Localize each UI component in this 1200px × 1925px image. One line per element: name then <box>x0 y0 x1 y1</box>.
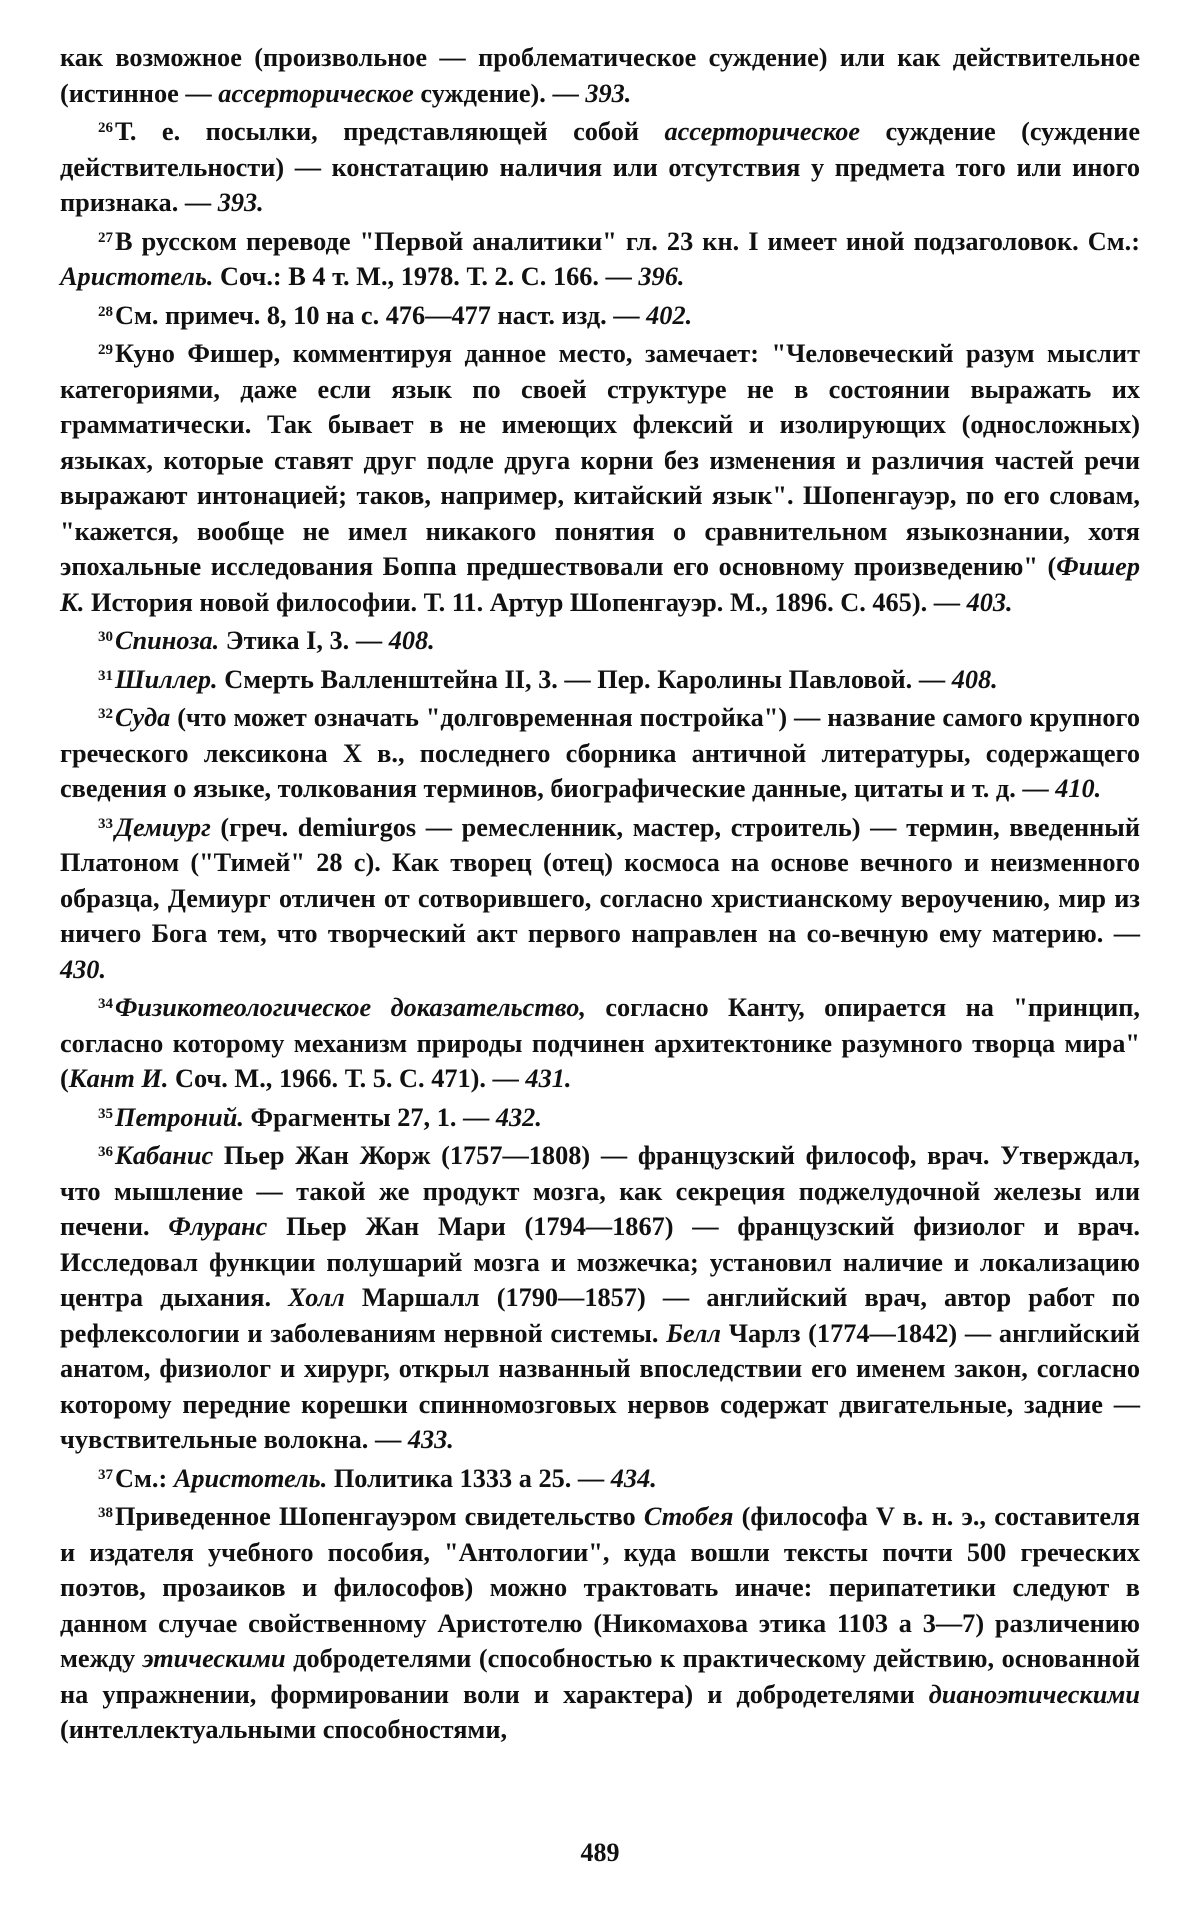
text-run-italic: Стобея <box>643 1502 734 1531</box>
text-run-italic: Физикотеологическое доказательство, <box>115 993 586 1022</box>
text-run: См.: <box>115 1463 174 1493</box>
text-run: суждение (суждение действительности) — констатацию наличия или отсутствия у предмета того или иного признака. — <box>60 117 1140 217</box>
note-number: 34 <box>98 996 113 1012</box>
note-number: 32 <box>98 706 113 722</box>
note-29 <box>60 333 1140 620</box>
note-continuation <box>60 40 1140 111</box>
note-number: 27 <box>98 229 113 246</box>
page-ref: 433. <box>407 1425 454 1454</box>
note-33 <box>60 807 1140 988</box>
text-run: История новой философии. Т. 11. Артур Шопенгауэр. М., 1896. С. 465). — <box>84 587 967 617</box>
page-ref: 396. <box>638 262 685 291</box>
note-number: 26 <box>98 120 113 136</box>
note-number: 31 <box>98 667 113 684</box>
note-number: 33 <box>98 815 113 832</box>
text-run-italic: Белл <box>666 1318 721 1348</box>
note-32 <box>60 697 1140 807</box>
text-run: Т. е. посылки, представляющей собой <box>115 117 665 146</box>
text-run-italic: Суда <box>115 703 171 732</box>
text-run-italic: Петроний. <box>115 1102 244 1132</box>
text-run: (философа V в. н. э., составителя и издателя учебного пособия, "Антологии", куда вошли тексты почти 500 греческих поэтов, прозаиков и философов) можно трактовать иначе: перипатетики следуют в данном случае свойственному Аристотелю (Никомахова этика 1103 а 3—7) различению между <box>60 1502 1140 1673</box>
text-run-italic: Демиург <box>115 812 211 842</box>
page-ref: 408. <box>388 626 435 655</box>
text-run: Этика I, 3. — <box>219 626 389 655</box>
text-run: В русском переводе "Первой аналитики" гл. 23 кн. I имеет иной подзаголовок. См.: <box>115 226 1140 256</box>
text-run: добродетелями (способностью к практическому действию, основанной на упражнении, формировании воли и характера) и добродетелями <box>60 1644 1140 1709</box>
text-run: См. примеч. 8, 10 на с. 476—477 наст. изд. — <box>115 300 647 330</box>
page-ref: 434. <box>610 1463 657 1493</box>
note-number: 28 <box>98 303 113 320</box>
note-number: 36 <box>98 1144 113 1160</box>
note-number: 30 <box>98 629 113 645</box>
text-run-italic: дианоэтическими <box>928 1679 1140 1709</box>
text-run: суждение). — <box>413 78 586 108</box>
note-31 <box>60 659 1140 698</box>
page-ref: 410. <box>1055 774 1102 803</box>
text-run: Приведенное Шопенгауэром свидетельство <box>115 1502 644 1531</box>
note-30 <box>60 620 1140 659</box>
page-ref: 402. <box>646 300 693 330</box>
text-run-italic: Кабанис <box>115 1141 214 1170</box>
page-ref: 393. <box>585 78 632 108</box>
text-run-italic: Флуранс <box>168 1212 268 1241</box>
text-run: согласно Канту, опирается на "принцип, согласно которому механизм природы подчинен архитектонике разумного творца мира" ( <box>60 993 1140 1093</box>
text-run: Политика 1333 а 25. — <box>327 1463 611 1493</box>
page-ref: 430. <box>60 954 107 984</box>
text-run: Соч.: В 4 т. М., 1978. Т. 2. С. 166. — <box>213 262 639 291</box>
page-ref: 403. <box>966 587 1013 617</box>
text-run: как возможное (произвольное — проблематическое суждение) или как действительное (истинное — <box>60 43 1140 108</box>
note-number: 35 <box>98 1105 113 1122</box>
text-run: (интеллектуальными способностями, <box>60 1715 508 1744</box>
page-ref: 432. <box>495 1102 542 1132</box>
page-ref: 393. <box>217 188 264 217</box>
text-run: Маршалл (1790—1857) — английский врач, автор работ по рефлексологии и заболеваниям нервной системы. <box>60 1283 1140 1348</box>
text-run-italic: Аристотель. <box>60 262 214 291</box>
note-27 <box>60 221 1140 295</box>
text-run-italic: Аристотель. <box>173 1463 328 1493</box>
text-run-italic: этическими <box>142 1644 286 1673</box>
text-run: Чарлз (1774—1842) — английский анатом, физиолог и хирург, открыл названный впоследствии его именем закон, согласно которому передние корешки спинномозговых нервов содержат двигательные, задние — чувствительные волокна. — <box>60 1318 1141 1454</box>
note-38 <box>60 1496 1140 1748</box>
text-run: Соч. М., 1966. Т. 5. С. 471). — <box>168 1064 526 1093</box>
note-28 <box>60 295 1140 334</box>
text-run-italic: ассерторическое <box>664 117 861 146</box>
text-run-italic: Кант И. <box>68 1064 169 1093</box>
note-number: 38 <box>98 1505 113 1521</box>
page-ref: 408. <box>951 664 998 694</box>
note-number: 29 <box>98 342 113 358</box>
page-number: 489 <box>580 1838 620 1867</box>
text-run-italic: Шиллер. <box>115 664 218 694</box>
text-run: Куно Фишер, комментируя данное место, замечает: "Человеческий разум мыслит категориями, даже если язык по своей структуре не в состоянии выражать их грамматически. Так бывает в не имеющих флексий и изолирующих (односложных) языках, которые ставят друг подле друга корни без изменения и различия частей речи выражают интонацией; таков, например, китайский язык". Шопенгауэр, по его словам, "кажется, вообще не имел никакого понятия о сравнительном языкознании, хотя эпохальные исследования Боппа предшествовали его основному произведению" ( <box>60 339 1140 581</box>
note-34 <box>60 987 1140 1097</box>
note-number: 37 <box>98 1466 113 1483</box>
text-run-italic: Спиноза. <box>115 626 220 655</box>
text-run: Смерть Валленштейна II, 3. — Пер. Каролины Павловой. — <box>217 664 952 694</box>
text-run: (греч. demiurgos — ремесленник, мастер, строитель) — термин, введенный Платоном ("Тимей" 28 с). Как творец (отец) космоса на основе вечного и неизменного образца, Демиург отличен от сотворившего, согласно христианскому вероучению, мир из ничего Бога тем, что творческий акт первого направлен на со-вечную ему материю. — <box>60 812 1140 948</box>
text-run: Пьер Жан Жорж (1757—1808) — французский философ, врач. Утверждал, что мышление — такой же продукт мозга, как секреция поджелудочной железы или печени. <box>60 1141 1140 1241</box>
text-run-italic: ассерторическое <box>218 78 414 108</box>
note-37 <box>60 1458 1140 1497</box>
note-36 <box>60 1135 1140 1458</box>
text-run-italic: Фишер К. <box>60 552 1140 617</box>
text-run: Пьер Жан Мари (1794—1867) — французский физиолог и врач. Исследовал функции полушарий мозга и мозжечка; установил наличие и локализацию центра дыхания. <box>60 1212 1140 1312</box>
text-run: Фрагменты 27, 1. — <box>243 1102 496 1132</box>
text-run-italic: Холл <box>288 1283 345 1312</box>
note-26 <box>60 111 1140 221</box>
notes-column <box>60 40 1140 1748</box>
note-35 <box>60 1097 1140 1136</box>
text-run: (что может означать "долговременная постройка") — название самого крупного греческого лексикона X в., последнего сборника античной литературы, содержащего сведения о языке, толкования терминов, биографические данные, цитаты и т. д. — <box>60 703 1140 803</box>
page-ref: 431. <box>525 1064 572 1093</box>
